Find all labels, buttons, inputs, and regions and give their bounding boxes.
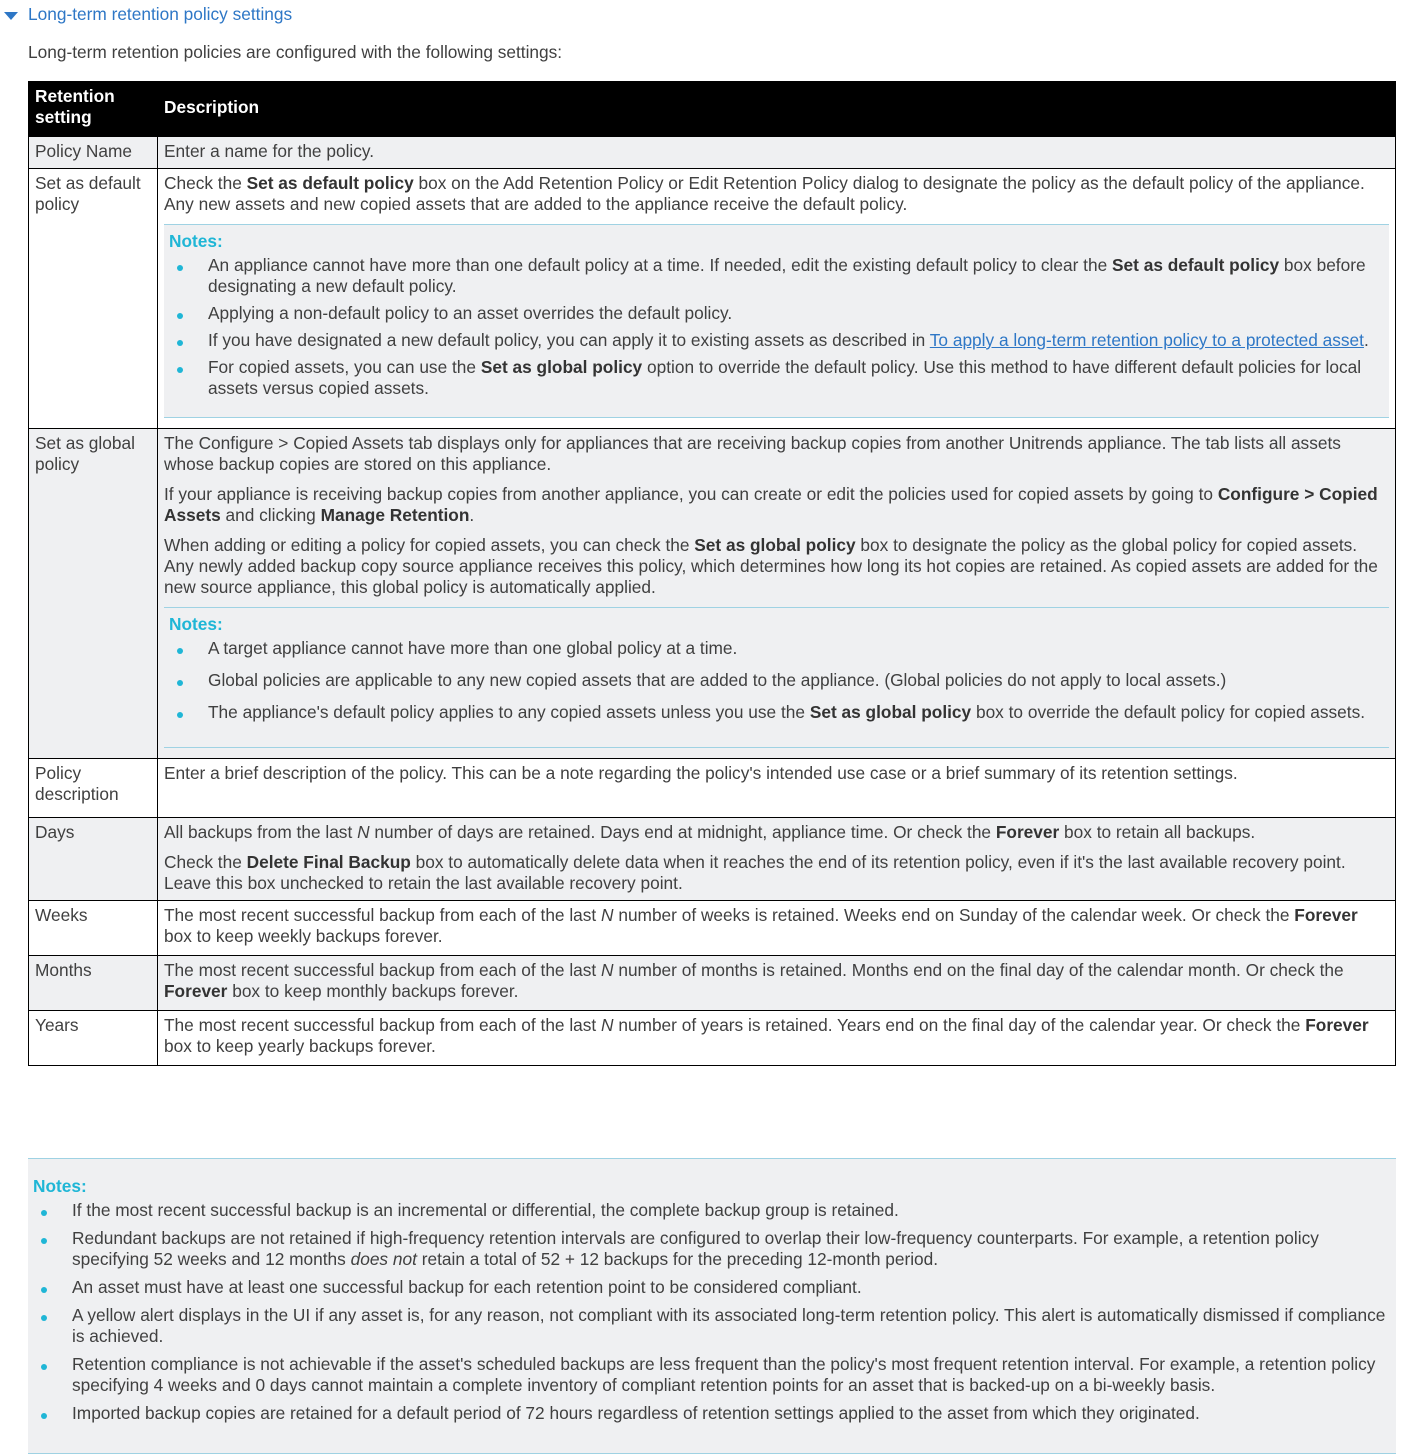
table-row-days [29, 818, 1396, 901]
description-cell [158, 818, 1396, 901]
note-item: A target appliance cannot have more than one global policy at a time. [169, 638, 1383, 659]
description-paragraph: The Configure > Copied Assets tab displays only for appliances that are receiving backup copies from another Unitrends appliance. The tab lists all assets whose backup copies are stored on this appliance. [164, 433, 1341, 474]
notes-title: Notes: [169, 614, 223, 634]
setting-cell: Policy Name [29, 137, 158, 169]
bottom-notes-box [28, 1158, 1396, 1454]
note-item: A yellow alert displays in the UI if any asset is, for any reason, not compliant with its associated long-term retention policy. This alert is automatically dismissed if compliance is achieved. [33, 1305, 1390, 1347]
description-cell: Enter a name for the policy. [158, 137, 1396, 169]
setting-cell: Days [29, 818, 158, 901]
note-item: Redundant backups are not retained if high-frequency retention intervals are configured to overlap their low-frequency counterparts. For example, a retention policy specifying 52 weeks and 12 months does not retain a total of 52 + 12 backups for the preceding 12-month period. [33, 1228, 1390, 1270]
note-item: For copied assets, you can use the Set as global policy option to override the default policy. Use this method to have different default policies for local assets versus copied assets. [169, 357, 1383, 399]
note-item: The appliance's default policy applies to any copied assets unless you use the Set as global policy box to override the default policy for copied assets. [169, 702, 1383, 723]
description-paragraph: Check the Delete Final Backup box to automatically delete data when it reaches the end of its retention policy, even if it's the last available recovery point. Leave this box unchecked to retain the last available recovery point. [164, 852, 1346, 893]
description-cell: The most recent successful backup from each of the last N number of weeks is retained. Weeks end on Sunday of the calendar week. Or check the Forever box to keep weekly backups forever. [158, 901, 1396, 956]
description-paragraph: All backups from the last N number of days are retained. Days end at midnight, appliance time. Or check the Forever box to retain all backups. [164, 822, 1256, 842]
note-item: Global policies are applicable to any new copied assets that are added to the appliance. (Global policies do not apply to local assets.) [169, 670, 1383, 691]
description-paragraph: If your appliance is receiving backup copies from another appliance, you can create or edit the policies used for copied assets by going to Configure > Copied Assets and clicking Manage Retention. [164, 484, 1378, 525]
header-description: Description [158, 82, 1396, 137]
setting-cell: Months [29, 956, 158, 1011]
note-item: If you have designated a new default policy, you can apply it to existing assets as described in To apply a long-term retention policy to a protected asset. [169, 330, 1383, 351]
description-cell: The most recent successful backup from each of the last N number of months is retained. Months end on the final day of the calendar month. Or check the Forever box to keep monthly backups forever. [158, 956, 1396, 1011]
note-item: Retention compliance is not achievable if the asset's scheduled backups are less frequent than the policy's most frequent retention interval. For example, a retention policy specifying 4 weeks and 0 days cannot maintain a complete inventory of compliant retention points for an asset that is backed-up on a bi-weekly basis. [33, 1354, 1390, 1396]
notes-list [33, 1200, 1390, 1424]
notes-title: Notes: [169, 231, 223, 251]
note-item: If the most recent successful backup is an incremental or differential, the complete backup group is retained. [33, 1200, 1390, 1221]
section-toggle-label: Long-term retention policy settings [28, 4, 293, 24]
description-paragraph: When adding or editing a policy for copied assets, you can check the Set as global policy box to designate the policy as the global policy for copied assets. Any newly added backup copy source appliance receives this policy, which determines how long its hot copies are retained. As copied assets are added for the new source appliance, this global policy is automatically applied. [164, 535, 1378, 597]
header-retention-setting: Retention setting [29, 82, 158, 137]
table-row-policy-description [29, 759, 1396, 818]
setting-cell: Set as global policy [29, 429, 158, 759]
setting-cell: Weeks [29, 901, 158, 956]
table-row-default-policy [29, 169, 1396, 429]
notes-list [169, 638, 1383, 723]
apply-policy-link[interactable]: To apply a long-term retention policy to a protected asset [929, 330, 1364, 350]
intro-text: Long-term retention policies are configured with the following settings: [28, 42, 563, 62]
table-row-months [29, 956, 1396, 1011]
setting-cell: Policy description [29, 759, 158, 818]
table-row-weeks [29, 901, 1396, 956]
note-item: Imported backup copies are retained for a default period of 72 hours regardless of retention settings applied to the asset from which they originated. [33, 1403, 1390, 1424]
expand-triangle-icon [4, 12, 18, 20]
table-row-years [29, 1011, 1396, 1066]
setting-cell: Set as default policy [29, 169, 158, 429]
note-item: An appliance cannot have more than one default policy at a time. If needed, edit the existing default policy to clear the Set as default policy box before designating a new default policy. [169, 255, 1383, 297]
description-cell [158, 169, 1396, 429]
note-item: Applying a non-default policy to an asset overrides the default policy. [169, 303, 1383, 324]
retention-settings-table [28, 81, 1396, 1066]
notes-title: Notes: [33, 1176, 87, 1196]
note-item: An asset must have at least one successful backup for each retention point to be considered compliant. [33, 1277, 1390, 1298]
table-row-policy-name [29, 137, 1396, 169]
section-toggle[interactable] [4, 4, 292, 25]
description-cell: Enter a brief description of the policy. This can be a note regarding the policy's intended use case or a brief summary of its retention settings. [158, 759, 1396, 818]
table-row-global-policy [29, 429, 1396, 759]
description-cell [158, 429, 1396, 759]
notes-box [164, 224, 1389, 418]
setting-cell: Years [29, 1011, 158, 1066]
description-cell: The most recent successful backup from each of the last N number of years is retained. Years end on the final day of the calendar year. Or check the Forever box to keep yearly backups forever. [158, 1011, 1396, 1066]
notes-list [169, 255, 1383, 399]
notes-box [164, 607, 1389, 748]
description-paragraph: Check the Set as default policy box on the Add Retention Policy or Edit Retention Policy dialog to designate the policy as the default policy of the appliance. Any new assets and new copied assets that are added to the appliance receive the default policy. [164, 173, 1365, 214]
